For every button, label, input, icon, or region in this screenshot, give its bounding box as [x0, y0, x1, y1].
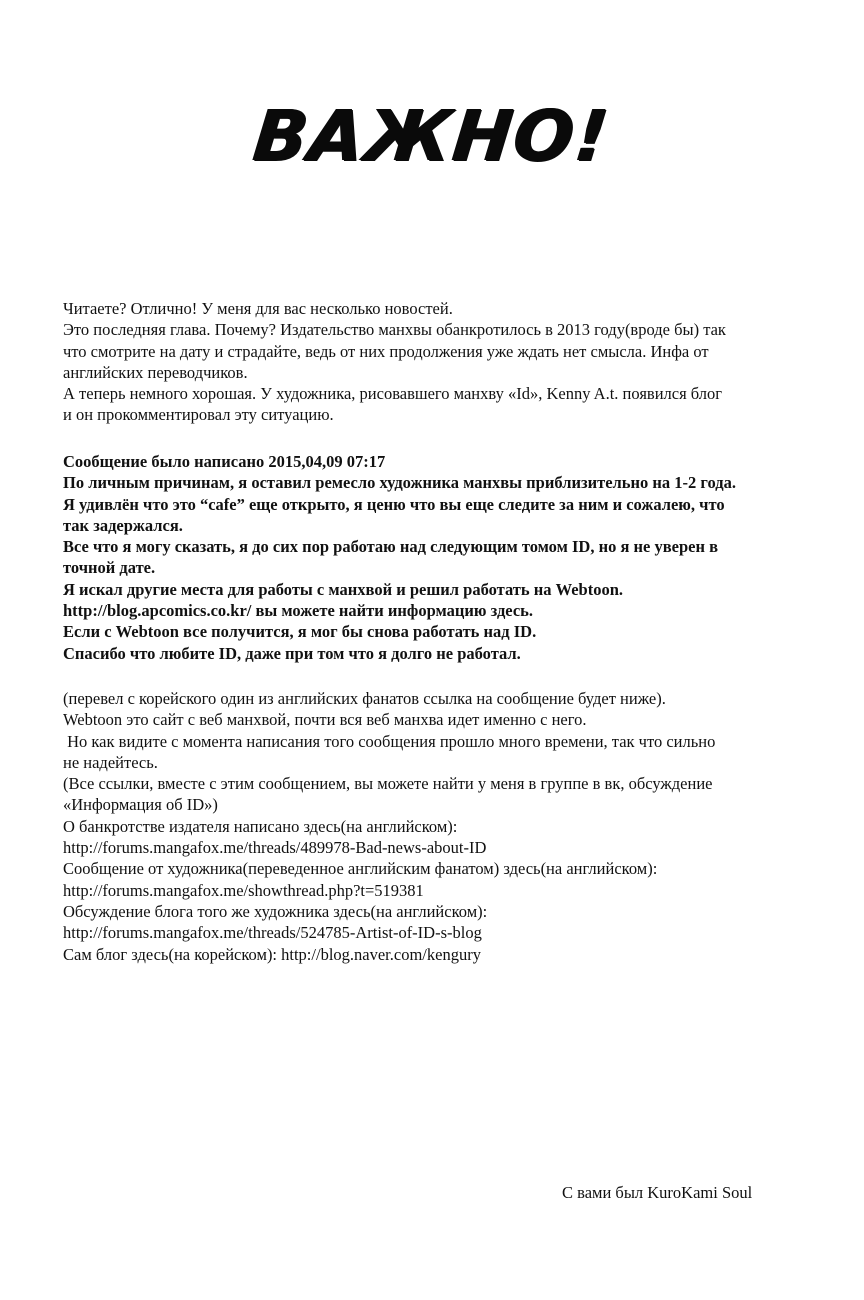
translator-notes: [63, 688, 843, 965]
notes-link: http://forums.mangafox.me/threads/489978-Bad-news-about-ID: [63, 838, 487, 858]
notes-line: Сообщение от художника(переведенное английским фанатом) здесь(на английском):: [63, 859, 658, 879]
message-line: http://blog.apcomics.co.kr/ вы можете найти информацию здесь.: [63, 601, 534, 621]
artist-message: [63, 451, 843, 664]
intro-line: Это последняя глава. Почему? Издательство манхвы обанкротилось в 2013 году(вроде бы) так: [63, 320, 726, 340]
notes-line: Но как видите с момента написания того сообщения прошло много времени, так что сильно: [63, 731, 716, 751]
intro-line: английских переводчиков.: [63, 362, 248, 382]
message-line: Сообщение было написано 2015,04,09 07:17: [63, 452, 386, 471]
message-line: Я удивлён что это “cafe” еще открыто, я ценю что вы еще следите за ним и сожалею, что: [63, 494, 725, 514]
intro-line: Читаете? Отлично! У меня для вас несколько новостей.: [63, 299, 453, 318]
message-line: Если с Webtoon все получится, я мог бы снова работать над ID.: [63, 622, 537, 642]
notes-link: http://forums.mangafox.me/threads/524785-Artist-of-ID-s-blog: [63, 923, 482, 943]
intro-paragraph: [63, 298, 843, 426]
notes-line: (Все ссылки, вместе с этим сообщением, вы можете найти у меня в группе в вк, обсуждение: [63, 774, 713, 794]
intro-line: и он прокомментировал эту ситуацию.: [63, 405, 334, 425]
notes-line: О банкротстве издателя написано здесь(на английском):: [63, 816, 458, 836]
notes-link: http://forums.mangafox.me/showthread.php?t=519381: [63, 880, 424, 900]
message-line: Я искал другие места для работы с манхвой и решил работать на Webtoon.: [63, 579, 623, 599]
notes-line: «Информация об ID»): [63, 795, 218, 815]
notes-line: Обсуждение блога того же художника здесь(на английском):: [63, 901, 488, 921]
intro-line: что смотрите на дату и страдайте, ведь от них продолжения уже ждать нет смысла. Инфа от: [63, 341, 709, 361]
signature: С вами был KuroKami Soul: [562, 1183, 753, 1202]
notes-line: (перевел с корейского один из английских фанатов ссылка на сообщение будет ниже).: [63, 689, 666, 708]
notes-line: не надейтесь.: [63, 752, 158, 772]
message-line: Спасибо что любите ID, даже при том что я долго не работал.: [63, 643, 521, 663]
page-title: ВАЖНО!: [250, 95, 614, 177]
message-line: точной дате.: [63, 558, 156, 578]
intro-line: А теперь немного хорошая. У художника, рисовавшего манхву «Id», Kenny A.t. появился блог: [63, 384, 723, 404]
notes-line: Сам блог здесь(на корейском): http://blog.naver.com/kengury: [63, 944, 481, 964]
message-line: так задержался.: [63, 515, 183, 535]
message-line: Все что я могу сказать, я до сих пор работаю над следующим томом ID, но я не уверен в: [63, 537, 718, 557]
notes-line: Webtoon это сайт с веб манхвой, почти вся веб манхва идет именно с него.: [63, 710, 587, 730]
message-line: По личным причинам, я оставил ремесло художника манхвы приблизительно на 1-2 года.: [63, 473, 736, 493]
